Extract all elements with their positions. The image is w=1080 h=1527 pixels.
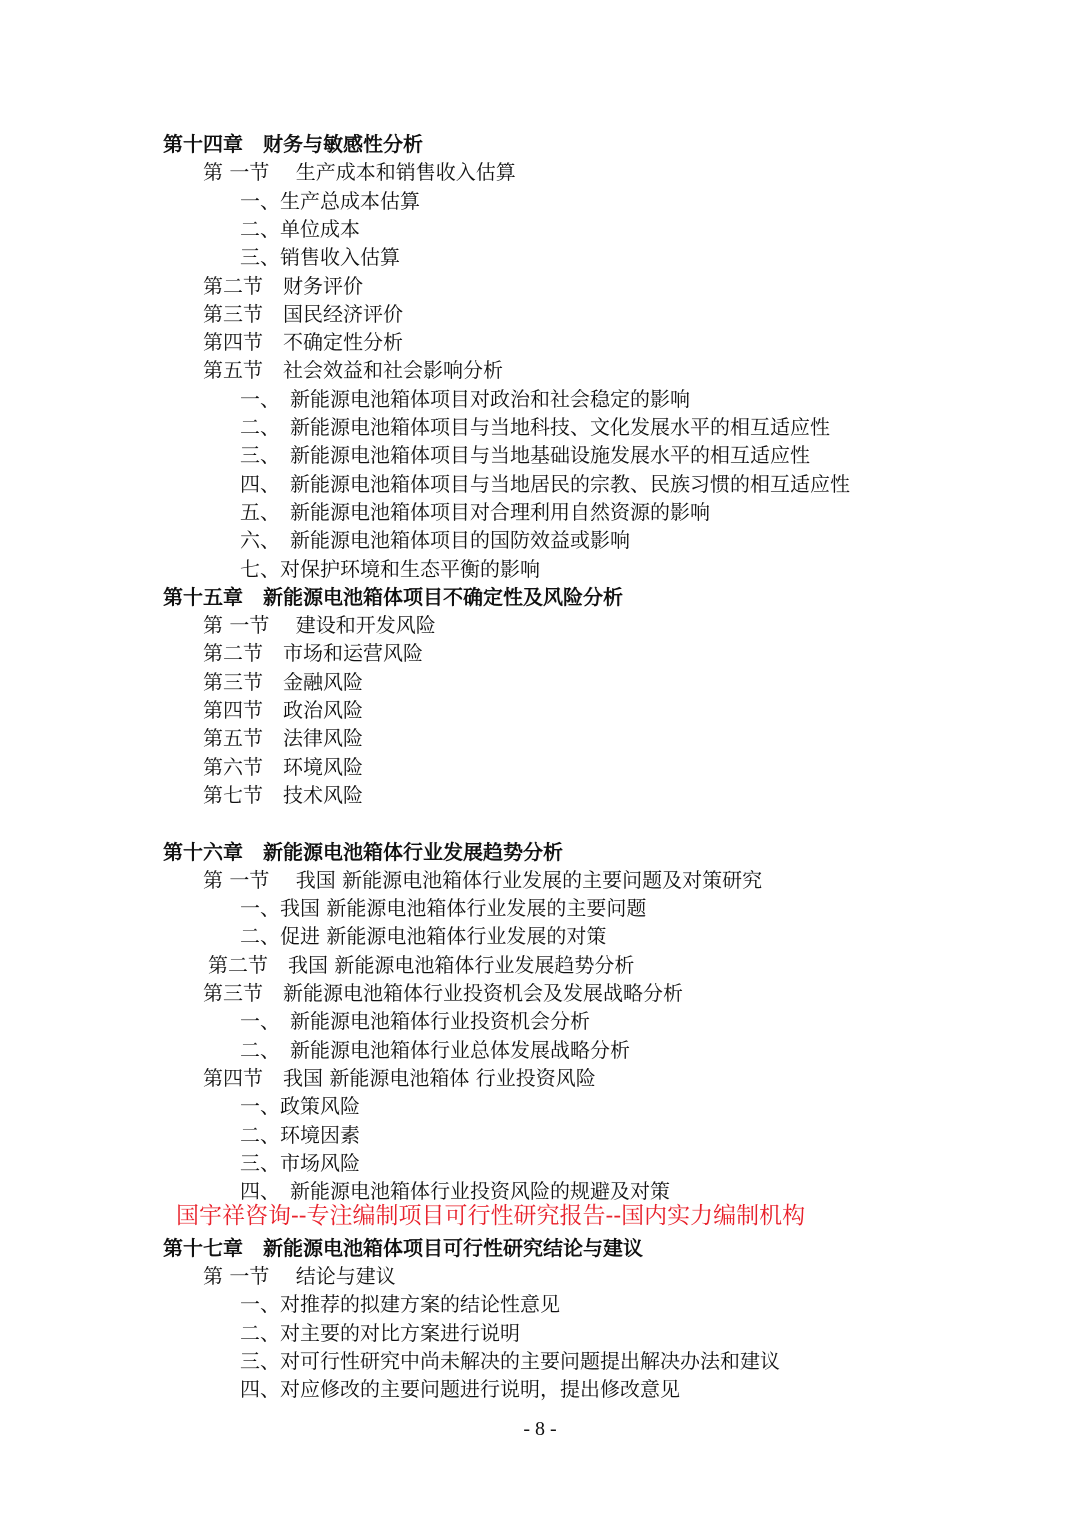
toc-section: 第三节 国民经济评价 xyxy=(203,302,403,326)
page-number: - 8 - xyxy=(523,1418,557,1440)
toc-subitem: 二、环境因素 xyxy=(240,1123,360,1147)
toc-subitem: 二、单位成本 xyxy=(240,217,360,241)
toc-section: 第五节 法律风险 xyxy=(203,726,363,750)
toc-subitem: 四、对应修改的主要问题进行说明，提出修改意见 xyxy=(240,1377,680,1401)
toc-section: 第 一节 生产成本和销售收入估算 xyxy=(203,160,516,184)
toc-subitem: 四、 新能源电池箱体项目与当地居民的宗教、民族习惯的相互适应性 xyxy=(240,472,850,496)
toc-subitem: 三、销售收入估算 xyxy=(240,245,400,269)
toc-subitem: 一、政策风险 xyxy=(240,1094,360,1118)
toc-section: 第三节 新能源电池箱体行业投资机会及发展战略分析 xyxy=(203,981,683,1005)
toc-section: 第 一节 建设和开发风险 xyxy=(203,613,436,637)
toc-subitem: 二、促进 新能源电池箱体行业发展的对策 xyxy=(240,924,607,948)
toc-section: 第 一节 我国 新能源电池箱体行业发展的主要问题及对策研究 xyxy=(203,868,763,892)
toc-section: 第二节 市场和运营风险 xyxy=(203,641,423,665)
toc-subitem: 七、对保护环境和生态平衡的影响 xyxy=(240,557,540,581)
advertising-banner: 国宇祥咨询--专注编制项目可行性研究报告--国内实力编制机构 xyxy=(176,1203,806,1229)
toc-section: 第二节 财务评价 xyxy=(203,274,363,298)
toc-section: 第二节 我国 新能源电池箱体行业发展趋势分析 xyxy=(208,953,635,977)
toc-subitem: 一、对推荐的拟建方案的结论性意见 xyxy=(240,1292,560,1316)
toc-subitem: 一、 新能源电池箱体行业投资机会分析 xyxy=(240,1009,590,1033)
toc-subitem: 二、 新能源电池箱体项目与当地科技、文化发展水平的相互适应性 xyxy=(240,415,830,439)
toc-subitem: 三、市场风险 xyxy=(240,1151,360,1175)
toc-subitem: 二、对主要的对比方案进行说明 xyxy=(240,1321,520,1345)
toc-section: 第六节 环境风险 xyxy=(203,755,363,779)
toc-subitem: 三、对可行性研究中尚未解决的主要问题提出解决办法和建议 xyxy=(240,1349,780,1373)
toc-subitem: 五、 新能源电池箱体项目对合理利用自然资源的影响 xyxy=(240,500,710,524)
chapter-heading: 第十七章 新能源电池箱体项目可行性研究结论与建议 xyxy=(163,1236,643,1260)
toc-subitem: 四、 新能源电池箱体行业投资风险的规避及对策 xyxy=(240,1179,670,1203)
toc-subitem: 一、 新能源电池箱体项目对政治和社会稳定的影响 xyxy=(240,387,690,411)
toc-section: 第四节 政治风险 xyxy=(203,698,363,722)
toc-subitem: 一、生产总成本估算 xyxy=(240,189,420,213)
chapter-heading: 第十五章 新能源电池箱体项目不确定性及风险分析 xyxy=(163,585,623,609)
toc-section: 第七节 技术风险 xyxy=(203,783,363,807)
toc-section: 第 一节 结论与建议 xyxy=(203,1264,396,1288)
toc-section: 第四节 不确定性分析 xyxy=(203,330,403,354)
toc-subitem: 一、我国 新能源电池箱体行业发展的主要问题 xyxy=(240,896,647,920)
toc-subitem: 六、 新能源电池箱体项目的国防效益或影响 xyxy=(240,528,630,552)
toc-subitem: 三、 新能源电池箱体项目与当地基础设施发展水平的相互适应性 xyxy=(240,443,810,467)
toc-section: 第五节 社会效益和社会影响分析 xyxy=(203,358,503,382)
toc-subitem: 二、 新能源电池箱体行业总体发展战略分析 xyxy=(240,1038,630,1062)
chapter-heading: 第十四章 财务与敏感性分析 xyxy=(163,132,423,156)
toc-section: 第三节 金融风险 xyxy=(203,670,363,694)
chapter-heading: 第十六章 新能源电池箱体行业发展趋势分析 xyxy=(163,840,563,864)
toc-section: 第四节 我国 新能源电池箱体 行业投资风险 xyxy=(203,1066,596,1090)
